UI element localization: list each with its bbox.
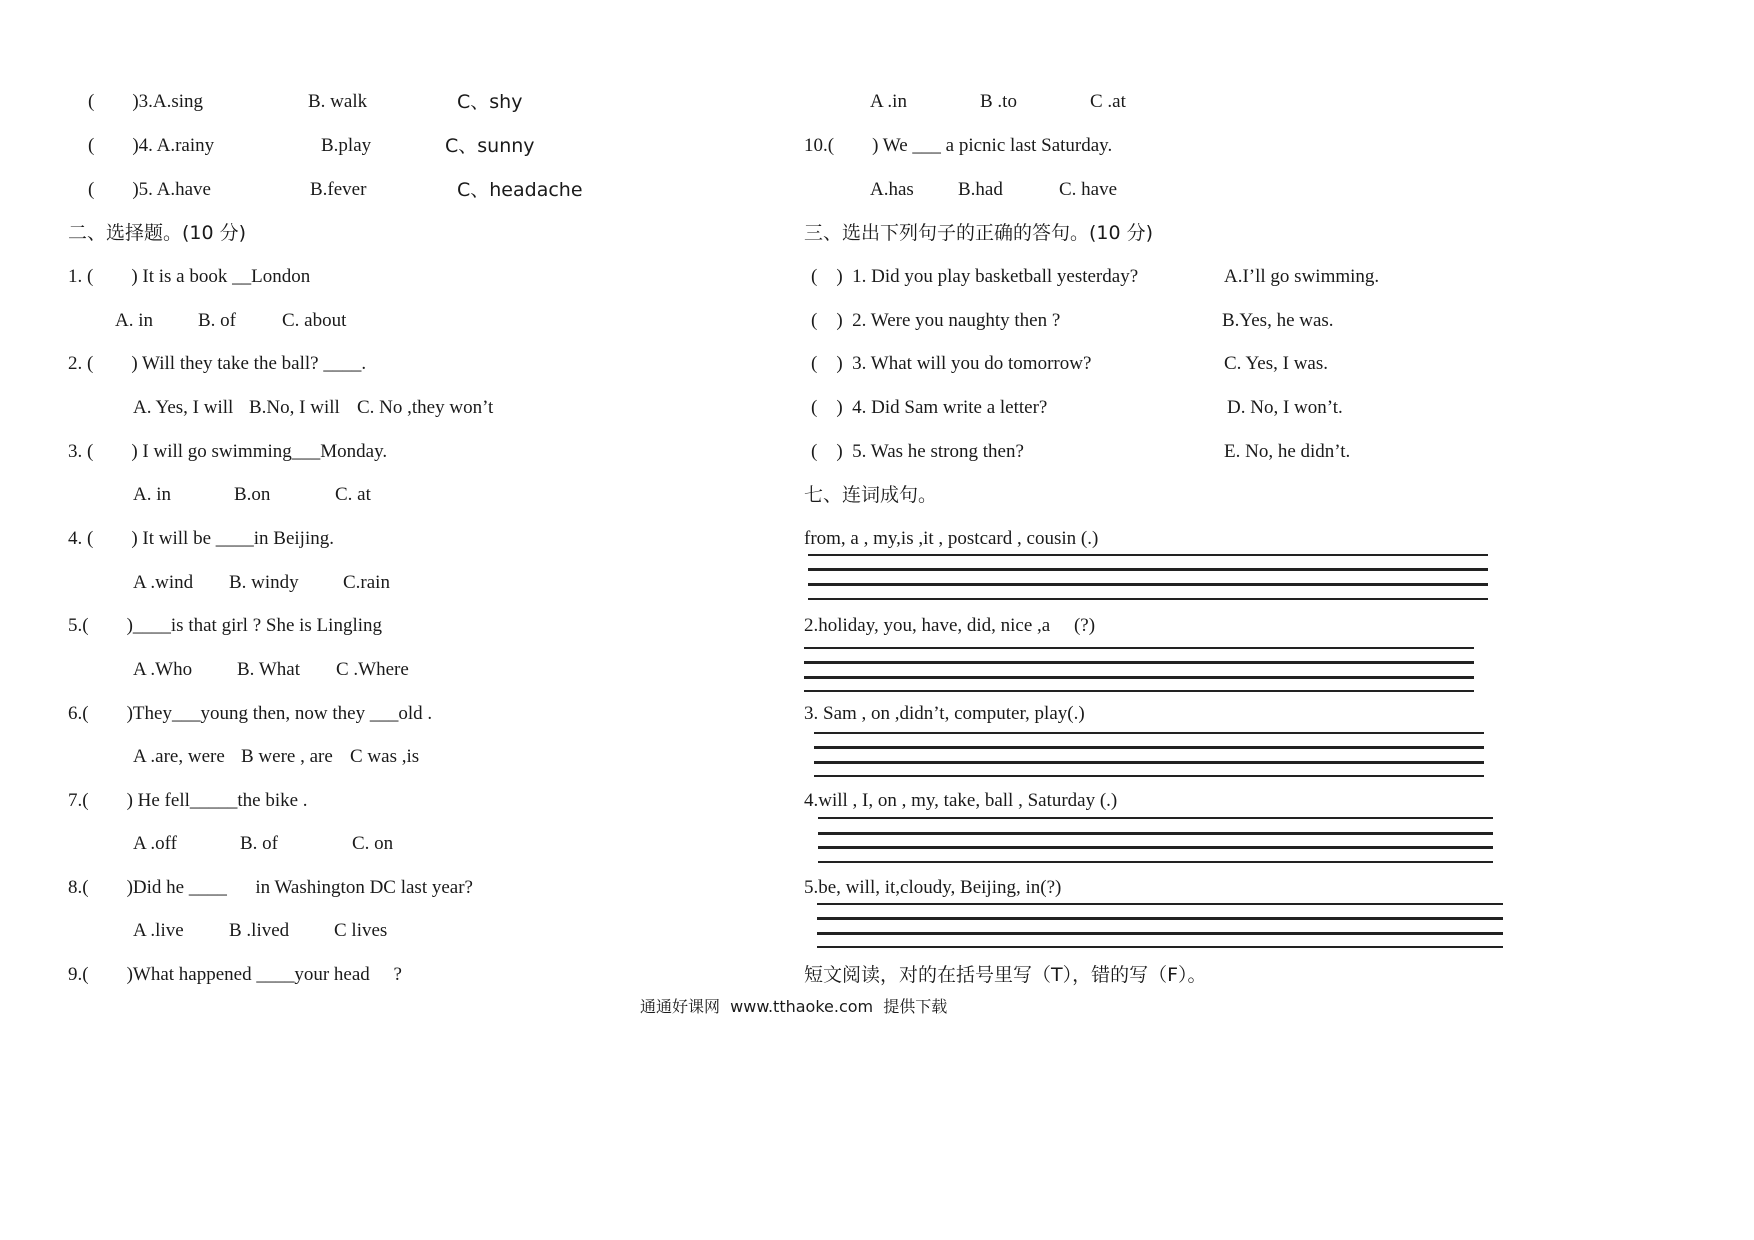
section3-title: 三、选出下列句子的正确的答句。(10 分) bbox=[804, 222, 1154, 244]
q5-option-b: B.fever bbox=[310, 179, 367, 200]
answer-line bbox=[804, 676, 1474, 679]
choice-item-10-option-a: A.has bbox=[870, 179, 914, 200]
answer-line bbox=[808, 554, 1488, 556]
answer-line bbox=[818, 832, 1493, 835]
reorder-sentence-2: 2.holiday, you, have, did, nice ,a (?) bbox=[804, 615, 1096, 636]
answer-line bbox=[804, 690, 1474, 692]
reorder-sentence-5: 5.be, will, it,cloudy, Beijing, in(?) bbox=[804, 877, 1062, 898]
answer-line bbox=[818, 846, 1493, 849]
match-answer-c: C. Yes, I was. bbox=[1224, 353, 1328, 374]
match-answer-b: B.Yes, he was. bbox=[1222, 310, 1334, 331]
section2-title: 二、选择题。(10 分) bbox=[68, 222, 247, 244]
choice-item-1-stem: 1. ( ) It is a book __London bbox=[68, 266, 311, 287]
answer-line bbox=[804, 647, 1474, 649]
choice-item-9-option-a: A .in bbox=[870, 91, 907, 112]
answer-line bbox=[808, 598, 1488, 600]
choice-item-7-option-c: C. on bbox=[352, 833, 394, 854]
choice-item-5-option-b: B. What bbox=[237, 659, 300, 680]
choice-item-2-stem: 2. ( ) Will they take the ball? ____. bbox=[68, 353, 367, 374]
choice-item-5-stem: 5.( )____is that girl ? She is Lingling bbox=[68, 615, 383, 636]
choice-item-5-option-c: C .Where bbox=[336, 659, 409, 680]
q4-stem: ( )4. A.rainy bbox=[88, 135, 215, 156]
answer-line bbox=[817, 946, 1503, 948]
choice-item-7-option-b: B. of bbox=[240, 833, 278, 854]
answer-line bbox=[808, 568, 1488, 571]
choice-item-10-option-b: B.had bbox=[958, 179, 1003, 200]
choice-item-7-stem: 7.( ) He fell_____the bike . bbox=[68, 790, 308, 811]
match-question-3: ( ) 3. What will you do tomorrow? bbox=[811, 353, 1092, 374]
match-answer-a: A.I’ll go swimming. bbox=[1224, 266, 1380, 287]
q3-option-b: B. walk bbox=[308, 91, 368, 112]
reading-section-title: 短文阅读，对的在括号里写（T），错的写（F）。 bbox=[804, 964, 1207, 986]
reorder-sentence-3: 3. Sam , on ,didn’t, computer, play(.) bbox=[804, 703, 1085, 724]
answer-line bbox=[814, 761, 1484, 764]
choice-item-2-option-c: C. No ,they won’t bbox=[357, 397, 494, 418]
answer-line bbox=[818, 817, 1493, 819]
match-answer-d: D. No, I won’t. bbox=[1227, 397, 1343, 418]
choice-item-8-stem: 8.( )Did he ____ in Washington DC last year? bbox=[68, 877, 473, 898]
choice-item-10-option-c: C. have bbox=[1059, 179, 1118, 200]
q3-option-c: C、shy bbox=[457, 91, 523, 113]
match-question-4: ( ) 4. Did Sam write a letter? bbox=[811, 397, 1048, 418]
q5-stem: ( )5. A.have bbox=[88, 179, 211, 200]
choice-item-2-option-a: A. Yes, I will bbox=[133, 397, 234, 418]
choice-item-8-option-b: B .lived bbox=[229, 920, 290, 941]
q4-option-b: B.play bbox=[321, 135, 372, 156]
reorder-sentence-1: from, a , my,is ,it , postcard , cousin (.) bbox=[804, 528, 1099, 549]
choice-item-3-option-a: A. in bbox=[133, 484, 171, 505]
answer-line bbox=[808, 583, 1488, 586]
section7-title: 七、连词成句。 bbox=[804, 484, 938, 506]
q5-option-c: C、headache bbox=[457, 179, 583, 201]
q3-stem: ( )3.A.sing bbox=[88, 91, 204, 112]
match-answer-e: E. No, he didn’t. bbox=[1224, 441, 1351, 462]
answer-line bbox=[814, 775, 1484, 777]
page-footer: 通通好课网 www.tthaoke.com 提供下载 bbox=[640, 997, 948, 1016]
choice-item-8-option-a: A .live bbox=[133, 920, 184, 941]
choice-item-3-option-c: C. at bbox=[335, 484, 371, 505]
choice-item-4-stem: 4. ( ) It will be ____in Beijing. bbox=[68, 528, 334, 549]
q4-option-c: C、sunny bbox=[445, 135, 535, 157]
match-question-1: ( ) 1. Did you play basketball yesterday? bbox=[811, 266, 1139, 287]
choice-item-9-option-b: B .to bbox=[980, 91, 1017, 112]
match-question-5: ( ) 5. Was he strong then? bbox=[811, 441, 1024, 462]
choice-item-3-stem: 3. ( ) I will go swimming___Monday. bbox=[68, 441, 388, 462]
choice-item-4-option-b: B. windy bbox=[229, 572, 299, 593]
answer-line bbox=[817, 932, 1503, 935]
answer-line bbox=[804, 661, 1474, 664]
match-question-2: ( ) 2. Were you naughty then ? bbox=[811, 310, 1061, 331]
choice-item-1-option-c: C. about bbox=[282, 310, 347, 331]
answer-line bbox=[814, 732, 1484, 734]
choice-item-6-option-b: B were , are bbox=[241, 746, 333, 767]
choice-item-10-stem: 10.( ) We ___ a picnic last Saturday. bbox=[804, 135, 1113, 156]
choice-item-5-option-a: A .Who bbox=[133, 659, 193, 680]
choice-item-8-option-c: C lives bbox=[334, 920, 388, 941]
choice-item-3-option-b: B.on bbox=[234, 484, 271, 505]
choice-item-9-stem: 9.( )What happened ____your head ? bbox=[68, 964, 402, 985]
reorder-sentence-4: 4.will , I, on , my, take, ball , Saturday (.) bbox=[804, 790, 1118, 811]
answer-line bbox=[814, 746, 1484, 749]
choice-item-4-option-a: A .wind bbox=[133, 572, 194, 593]
choice-item-7-option-a: A .off bbox=[133, 833, 177, 854]
choice-item-6-option-a: A .are, were bbox=[133, 746, 225, 767]
choice-item-4-option-c: C.rain bbox=[343, 572, 390, 593]
choice-item-6-option-c: C was ,is bbox=[350, 746, 420, 767]
answer-line bbox=[817, 903, 1503, 905]
choice-item-2-option-b: B.No, I will bbox=[249, 397, 340, 418]
choice-item-6-stem: 6.( )They___young then, now they ___old . bbox=[68, 703, 433, 724]
answer-line bbox=[817, 917, 1503, 920]
choice-item-9-option-c: C .at bbox=[1090, 91, 1126, 112]
answer-line bbox=[818, 861, 1493, 863]
choice-item-1-option-b: B. of bbox=[198, 310, 236, 331]
choice-item-1-option-a: A. in bbox=[115, 310, 153, 331]
